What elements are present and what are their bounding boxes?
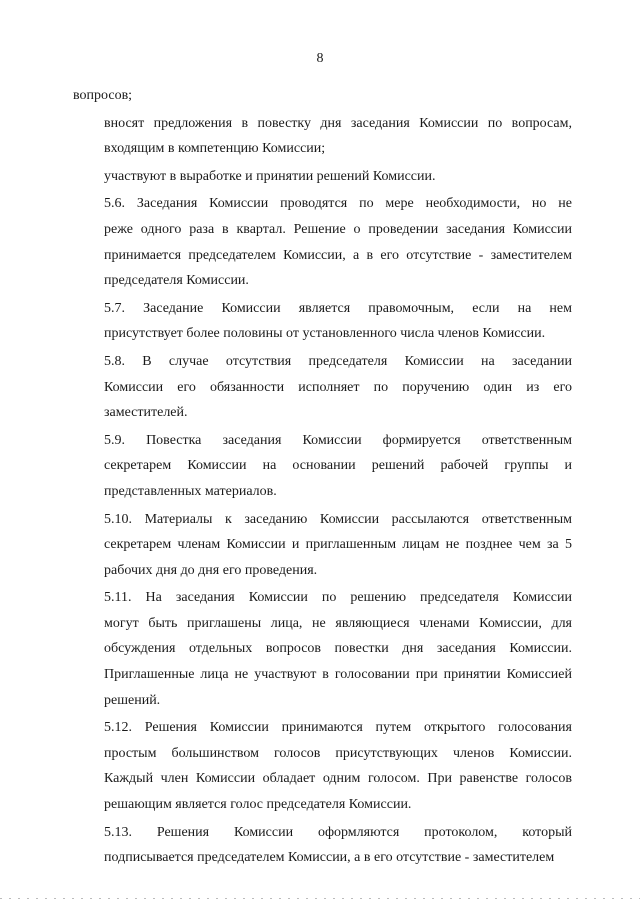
text-line: председателя Комиссии. [104, 273, 249, 289]
text-line: 5.11. На заседания Комиссии по решению председателя Комиссии [104, 590, 572, 606]
text-line: подписывается председателем Комиссии, а в его отсутствие - заместителем [104, 850, 555, 866]
text-line: секретарем членам Комиссии и приглашенным лицам не позднее чем за 5 [104, 537, 572, 553]
text-line: могут быть приглашены лица, не являющиеся членами Комиссии, для [104, 615, 572, 631]
text-line: 5.12. Решения Комиссии принимаются путем открытого голосования [104, 720, 572, 736]
text-line: реже одного раза в квартал. Решение о проведении заседания Комиссии [104, 221, 572, 237]
text-line: Приглашенные лица не участвуют в голосовании при принятии Комиссией [104, 667, 572, 683]
text-line: обсуждения отдельных вопросов повестки дня заседания Комиссии. [104, 641, 572, 657]
paragraph-p3 [73, 191, 572, 293]
text-line: рабочих дня до дня его проведения. [104, 562, 318, 578]
text-line: вопросов; [73, 88, 133, 103]
text-line: Каждый член Комиссии обладает одним голосом. При равенстве голосов [104, 771, 572, 787]
document-body [73, 83, 572, 871]
text-line: 5.9. Повестка заседания Комиссии формируется ответственным [104, 432, 572, 448]
paragraph-p8 [73, 585, 572, 713]
text-line: 5.8. В случае отсутствия председателя Комиссии на заседании [104, 353, 572, 369]
text-line: Комиссии его обязанности исполняет по поручению один из его [104, 379, 572, 395]
paragraph-p5 [73, 349, 572, 426]
text-line: присутствует более половины от установленного числа членов Комиссии. [104, 326, 546, 342]
text-line: 5.6. Заседания Комиссии проводятся по мере необходимости, но не [104, 196, 572, 212]
paragraph-p2 [73, 164, 572, 190]
paragraph-p1 [73, 111, 572, 162]
text-line: 5.7. Заседание Комиссии является правомочным, если на нем [104, 300, 572, 316]
text-line: 5.13. Решения Комиссии оформляются протоколом, который [104, 824, 572, 840]
text-line: 5.10. Материалы к заседанию Комиссии рассылаются ответственным [104, 511, 572, 527]
text-line: представленных материалов. [104, 483, 277, 499]
text-line: решающим является голос председателя Комиссии. [104, 797, 412, 813]
text-line: заместителей. [104, 405, 188, 421]
text-line: принимается председателем Комиссии, а в его отсутствие - заместителем [104, 247, 572, 263]
text-line: входящим в компетенцию Комиссии; [104, 141, 326, 157]
paragraph-p7 [73, 507, 572, 584]
paragraph-p10 [73, 820, 572, 871]
paragraph-p0 [73, 83, 572, 109]
page-number: 8 [316, 51, 324, 66]
text-line: секретарем Комиссии на основании решений рабочей группы и [104, 458, 572, 474]
text-line: участвуют в выработке и принятии решений Комиссии. [104, 168, 436, 184]
paragraph-p4 [73, 296, 572, 347]
text-line: простым большинством голосов присутствующих членов Комиссии. [104, 745, 572, 761]
text-line: вносят предложения в повестку дня заседания Комиссии по вопросам, [104, 115, 572, 131]
text-line: решений. [104, 692, 161, 708]
paragraph-p6 [73, 428, 572, 505]
scan-edge [0, 898, 640, 899]
paragraph-p9 [73, 715, 572, 817]
